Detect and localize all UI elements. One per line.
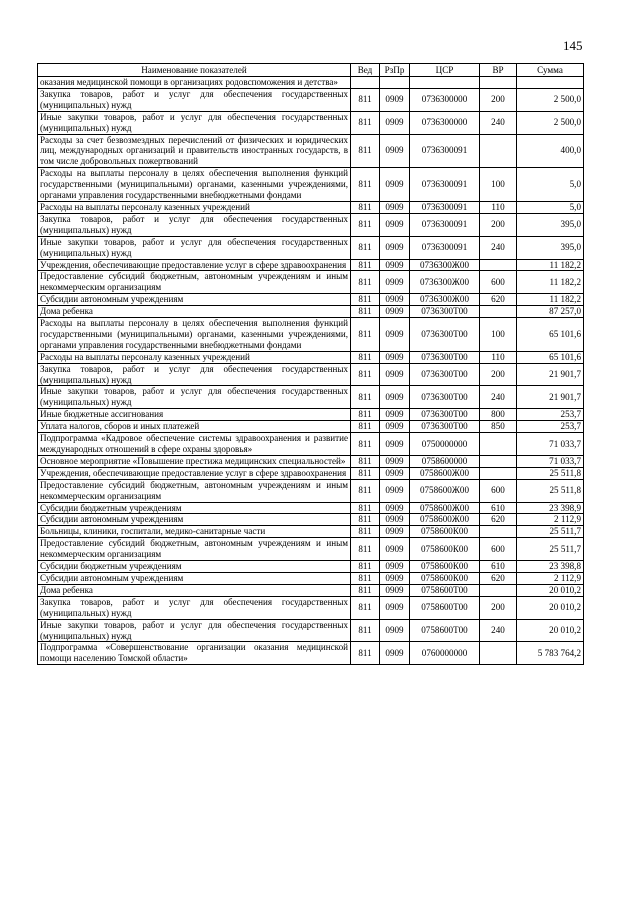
cell-sum: 87 257,0 xyxy=(517,306,584,318)
table-row xyxy=(38,514,584,526)
cell-rzpr: 0909 xyxy=(380,433,410,456)
cell-rzpr: 0909 xyxy=(380,88,410,111)
cell-ved: 811 xyxy=(351,259,380,271)
cell-sum: 2 500,0 xyxy=(517,88,584,111)
cell-name: Иные закупки товаров, работ и услуг для обеспечения государственных (муниципальных) нужд xyxy=(38,236,351,259)
cell-ved: 811 xyxy=(351,213,380,236)
cell-vr xyxy=(480,584,517,596)
cell-rzpr: 0909 xyxy=(380,386,410,409)
table-row xyxy=(38,386,584,409)
header-csr: ЦСР xyxy=(410,64,480,77)
header-vr: ВР xyxy=(480,64,517,77)
cell-sum: 395,0 xyxy=(517,236,584,259)
cell-ved: 811 xyxy=(351,363,380,386)
cell-rzpr xyxy=(380,77,410,89)
cell-rzpr: 0909 xyxy=(380,619,410,642)
cell-name: Предоставление субсидий бюджетным, автономным учреждениям и иным некоммерческим организациям xyxy=(38,271,351,294)
cell-vr xyxy=(480,455,517,467)
table-row xyxy=(38,201,584,213)
cell-vr: 610 xyxy=(480,561,517,573)
table-header-row xyxy=(38,64,584,77)
cell-vr: 600 xyxy=(480,479,517,502)
cell-csr: 0736300Т00 xyxy=(410,318,480,352)
cell-sum: 5,0 xyxy=(517,168,584,202)
cell-ved: 811 xyxy=(351,168,380,202)
cell-sum: 253,7 xyxy=(517,421,584,433)
cell-rzpr: 0909 xyxy=(380,201,410,213)
cell-csr: 0736300Ж00 xyxy=(410,271,480,294)
cell-ved: 811 xyxy=(351,306,380,318)
cell-name: Дома ребенка xyxy=(38,584,351,596)
cell-rzpr: 0909 xyxy=(380,168,410,202)
table-row xyxy=(38,294,584,306)
cell-sum: 5,0 xyxy=(517,201,584,213)
cell-ved: 811 xyxy=(351,351,380,363)
cell-sum: 21 901,7 xyxy=(517,363,584,386)
cell-name: Предоставление субсидий бюджетным, автономным учреждениям и иным некоммерческим организациям xyxy=(38,479,351,502)
table-row xyxy=(38,271,584,294)
cell-name: Больницы, клиники, госпитали, медико-санитарные части xyxy=(38,526,351,538)
cell-ved: 811 xyxy=(351,88,380,111)
cell-name: Иные бюджетные ассигнования xyxy=(38,409,351,421)
cell-vr: 620 xyxy=(480,294,517,306)
table-row xyxy=(38,455,584,467)
table-row xyxy=(38,538,584,561)
cell-sum: 2 112,9 xyxy=(517,514,584,526)
cell-csr: 0758600Т00 xyxy=(410,596,480,619)
table-body xyxy=(38,77,584,665)
table-row xyxy=(38,584,584,596)
cell-csr xyxy=(410,77,480,89)
cell-rzpr: 0909 xyxy=(380,294,410,306)
cell-sum: 11 182,2 xyxy=(517,271,584,294)
cell-vr: 620 xyxy=(480,514,517,526)
cell-name: Иные закупки товаров, работ и услуг для обеспечения государственных (муниципальных) нужд xyxy=(38,619,351,642)
cell-ved: 811 xyxy=(351,642,380,665)
cell-name: Расходы на выплаты персоналу казенных учреждений xyxy=(38,351,351,363)
cell-csr: 0760000000 xyxy=(410,642,480,665)
cell-rzpr: 0909 xyxy=(380,351,410,363)
cell-csr: 0758600Т00 xyxy=(410,584,480,596)
cell-csr: 0758600Ж00 xyxy=(410,467,480,479)
cell-ved: 811 xyxy=(351,514,380,526)
cell-ved: 811 xyxy=(351,134,380,168)
table-row xyxy=(38,596,584,619)
cell-vr xyxy=(480,259,517,271)
cell-ved: 811 xyxy=(351,619,380,642)
cell-sum: 20 010,2 xyxy=(517,584,584,596)
cell-vr: 600 xyxy=(480,538,517,561)
cell-vr: 600 xyxy=(480,271,517,294)
cell-sum: 2 500,0 xyxy=(517,111,584,134)
cell-name: Закупка товаров, работ и услуг для обеспечения государственных (муниципальных) нужд xyxy=(38,213,351,236)
header-ved: Вед xyxy=(351,64,380,77)
cell-rzpr: 0909 xyxy=(380,584,410,596)
cell-name: Дома ребенка xyxy=(38,306,351,318)
cell-rzpr: 0909 xyxy=(380,271,410,294)
cell-rzpr: 0909 xyxy=(380,596,410,619)
cell-name: Закупка товаров, работ и услуг для обеспечения государственных (муниципальных) нужд xyxy=(38,596,351,619)
cell-ved: 811 xyxy=(351,572,380,584)
cell-csr: 0758600К00 xyxy=(410,561,480,573)
table-row xyxy=(38,467,584,479)
cell-vr xyxy=(480,642,517,665)
cell-vr xyxy=(480,433,517,456)
header-name: Наименование показателей xyxy=(38,64,351,77)
table-row xyxy=(38,134,584,168)
cell-csr: 0736300Т00 xyxy=(410,351,480,363)
cell-sum: 11 182,2 xyxy=(517,259,584,271)
cell-csr: 0736300091 xyxy=(410,134,480,168)
cell-csr: 0758600Ж00 xyxy=(410,514,480,526)
cell-csr: 0758600Ж00 xyxy=(410,502,480,514)
cell-ved: 811 xyxy=(351,271,380,294)
cell-sum: 253,7 xyxy=(517,409,584,421)
cell-sum: 71 033,7 xyxy=(517,433,584,456)
cell-rzpr: 0909 xyxy=(380,455,410,467)
cell-name: Субсидии бюджетным учреждениям xyxy=(38,561,351,573)
cell-rzpr: 0909 xyxy=(380,409,410,421)
cell-csr: 0736300091 xyxy=(410,236,480,259)
cell-vr: 850 xyxy=(480,421,517,433)
cell-vr xyxy=(480,306,517,318)
table-row xyxy=(38,526,584,538)
cell-csr: 0736300Т00 xyxy=(410,421,480,433)
table-row xyxy=(38,351,584,363)
cell-vr: 620 xyxy=(480,572,517,584)
cell-sum: 25 511,8 xyxy=(517,467,584,479)
cell-vr: 240 xyxy=(480,386,517,409)
table-row xyxy=(38,642,584,665)
cell-rzpr: 0909 xyxy=(380,467,410,479)
table-row xyxy=(38,259,584,271)
cell-ved: 811 xyxy=(351,201,380,213)
header-sum: Сумма xyxy=(517,64,584,77)
cell-ved xyxy=(351,77,380,89)
cell-csr: 0736300Т00 xyxy=(410,306,480,318)
cell-vr: 110 xyxy=(480,351,517,363)
cell-csr: 0736300091 xyxy=(410,213,480,236)
cell-rzpr: 0909 xyxy=(380,538,410,561)
cell-name: Основное мероприятие «Повышение престижа медицинских специальностей» xyxy=(38,455,351,467)
cell-rzpr: 0909 xyxy=(380,572,410,584)
cell-ved: 811 xyxy=(351,596,380,619)
cell-csr: 0736300000 xyxy=(410,88,480,111)
table-row xyxy=(38,318,584,352)
cell-sum: 2 112,9 xyxy=(517,572,584,584)
cell-rzpr: 0909 xyxy=(380,514,410,526)
cell-name: Иные закупки товаров, работ и услуг для обеспечения государственных (муниципальных) нужд xyxy=(38,386,351,409)
cell-name: Расходы на выплаты персоналу в целях обеспечения выполнения функций государственными (муниципальными) органами, казенными учреждениями, органами управления государственными внебюджетными фондами xyxy=(38,168,351,202)
cell-csr: 0758600К00 xyxy=(410,526,480,538)
cell-vr xyxy=(480,77,517,89)
cell-vr xyxy=(480,526,517,538)
cell-csr: 0736300Ж00 xyxy=(410,294,480,306)
cell-name: Иные закупки товаров, работ и услуг для обеспечения государственных (муниципальных) нужд xyxy=(38,111,351,134)
cell-ved: 811 xyxy=(351,526,380,538)
cell-rzpr: 0909 xyxy=(380,306,410,318)
cell-name: Уплата налогов, сборов и иных платежей xyxy=(38,421,351,433)
cell-ved: 811 xyxy=(351,386,380,409)
cell-name: Расходы за счет безвозмездных перечислений от физических и юридических лиц, международных организаций и правительств иностранных государств, в том числе добровольных пожертвований xyxy=(38,134,351,168)
cell-vr: 240 xyxy=(480,619,517,642)
cell-sum: 23 398,8 xyxy=(517,561,584,573)
cell-rzpr: 0909 xyxy=(380,213,410,236)
cell-vr: 200 xyxy=(480,88,517,111)
cell-rzpr: 0909 xyxy=(380,259,410,271)
cell-ved: 811 xyxy=(351,421,380,433)
cell-sum: 395,0 xyxy=(517,213,584,236)
cell-vr: 100 xyxy=(480,318,517,352)
cell-ved: 811 xyxy=(351,433,380,456)
cell-ved: 811 xyxy=(351,538,380,561)
cell-vr: 200 xyxy=(480,213,517,236)
cell-sum: 25 511,7 xyxy=(517,526,584,538)
table-row xyxy=(38,363,584,386)
cell-csr: 0736300000 xyxy=(410,111,480,134)
cell-ved: 811 xyxy=(351,584,380,596)
cell-sum: 65 101,6 xyxy=(517,351,584,363)
cell-csr: 0736300Ж00 xyxy=(410,259,480,271)
cell-vr xyxy=(480,467,517,479)
cell-sum: 65 101,6 xyxy=(517,318,584,352)
cell-rzpr: 0909 xyxy=(380,561,410,573)
cell-sum: 71 033,7 xyxy=(517,455,584,467)
cell-sum: 25 511,7 xyxy=(517,538,584,561)
cell-sum: 20 010,2 xyxy=(517,596,584,619)
table-row xyxy=(38,409,584,421)
table-row xyxy=(38,236,584,259)
cell-sum: 25 511,8 xyxy=(517,479,584,502)
cell-csr: 0736300091 xyxy=(410,201,480,213)
cell-name: Субсидии автономным учреждениям xyxy=(38,572,351,584)
cell-rzpr: 0909 xyxy=(380,134,410,168)
cell-ved: 811 xyxy=(351,467,380,479)
cell-vr: 800 xyxy=(480,409,517,421)
cell-name: Учреждения, обеспечивающие предоставление услуг в сфере здравоохранения xyxy=(38,467,351,479)
cell-name: Подпрограмма «Кадровое обеспечение системы здравоохранения и развитие международных отношений в сфере охраны здоровья» xyxy=(38,433,351,456)
cell-rzpr: 0909 xyxy=(380,479,410,502)
cell-sum: 20 010,2 xyxy=(517,619,584,642)
cell-rzpr: 0909 xyxy=(380,363,410,386)
cell-vr: 610 xyxy=(480,502,517,514)
cell-ved: 811 xyxy=(351,479,380,502)
cell-ved: 811 xyxy=(351,236,380,259)
cell-vr: 200 xyxy=(480,363,517,386)
cell-sum: 400,0 xyxy=(517,134,584,168)
cell-vr xyxy=(480,134,517,168)
table-row xyxy=(38,421,584,433)
header-rzpr: РзПр xyxy=(380,64,410,77)
cell-csr: 0736300Т00 xyxy=(410,363,480,386)
table-row xyxy=(38,572,584,584)
table-row xyxy=(38,213,584,236)
cell-name: Субсидии бюджетным учреждениям xyxy=(38,502,351,514)
cell-rzpr: 0909 xyxy=(380,318,410,352)
cell-name: оказания медицинской помощи в организациях родовспоможения и детства» xyxy=(38,77,351,89)
cell-vr: 240 xyxy=(480,111,517,134)
budget-table xyxy=(37,63,584,665)
cell-ved: 811 xyxy=(351,111,380,134)
cell-sum: 5 783 764,2 xyxy=(517,642,584,665)
table-row xyxy=(38,561,584,573)
cell-sum: 11 182,2 xyxy=(517,294,584,306)
table-row xyxy=(38,433,584,456)
cell-csr: 0750000000 xyxy=(410,433,480,456)
cell-ved: 811 xyxy=(351,455,380,467)
cell-csr: 0758600000 xyxy=(410,455,480,467)
cell-csr: 0736300Т00 xyxy=(410,409,480,421)
table-row xyxy=(38,88,584,111)
table-row xyxy=(38,306,584,318)
cell-ved: 811 xyxy=(351,294,380,306)
cell-ved: 811 xyxy=(351,409,380,421)
cell-sum xyxy=(517,77,584,89)
cell-csr: 0758600К00 xyxy=(410,572,480,584)
cell-name: Учреждения, обеспечивающие предоставление услуг в сфере здравоохранения xyxy=(38,259,351,271)
cell-rzpr: 0909 xyxy=(380,502,410,514)
cell-vr: 110 xyxy=(480,201,517,213)
table-row xyxy=(38,168,584,202)
cell-name: Субсидии автономным учреждениям xyxy=(38,294,351,306)
cell-rzpr: 0909 xyxy=(380,642,410,665)
cell-name: Предоставление субсидий бюджетным, автономным учреждениям и иным некоммерческим организациям xyxy=(38,538,351,561)
cell-name: Расходы на выплаты персоналу казенных учреждений xyxy=(38,201,351,213)
cell-rzpr: 0909 xyxy=(380,111,410,134)
cell-vr: 240 xyxy=(480,236,517,259)
table-row xyxy=(38,77,584,89)
cell-vr: 100 xyxy=(480,168,517,202)
cell-ved: 811 xyxy=(351,561,380,573)
table-row xyxy=(38,479,584,502)
cell-rzpr: 0909 xyxy=(380,526,410,538)
cell-csr: 0736300091 xyxy=(410,168,480,202)
cell-ved: 811 xyxy=(351,502,380,514)
cell-csr: 0758600Ж00 xyxy=(410,479,480,502)
cell-csr: 0758600Т00 xyxy=(410,619,480,642)
cell-csr: 0736300Т00 xyxy=(410,386,480,409)
cell-csr: 0758600К00 xyxy=(410,538,480,561)
cell-name: Закупка товаров, работ и услуг для обеспечения государственных (муниципальных) нужд xyxy=(38,88,351,111)
cell-sum: 23 398,9 xyxy=(517,502,584,514)
cell-rzpr: 0909 xyxy=(380,421,410,433)
table-row xyxy=(38,502,584,514)
cell-name: Подпрограмма «Совершенствование организации оказания медицинской помощи населению Томской области» xyxy=(38,642,351,665)
cell-rzpr: 0909 xyxy=(380,236,410,259)
cell-name: Расходы на выплаты персоналу в целях обеспечения выполнения функций государственными (муниципальными) органами, казенными учреждениями, органами управления государственными внебюджетными фондами xyxy=(38,318,351,352)
cell-ved: 811 xyxy=(351,318,380,352)
table-row xyxy=(38,111,584,134)
cell-sum: 21 901,7 xyxy=(517,386,584,409)
page-number: 145 xyxy=(563,38,583,53)
cell-name: Субсидии автономным учреждениям xyxy=(38,514,351,526)
cell-name: Закупка товаров, работ и услуг для обеспечения государственных (муниципальных) нужд xyxy=(38,363,351,386)
table-row xyxy=(38,619,584,642)
cell-vr: 200 xyxy=(480,596,517,619)
